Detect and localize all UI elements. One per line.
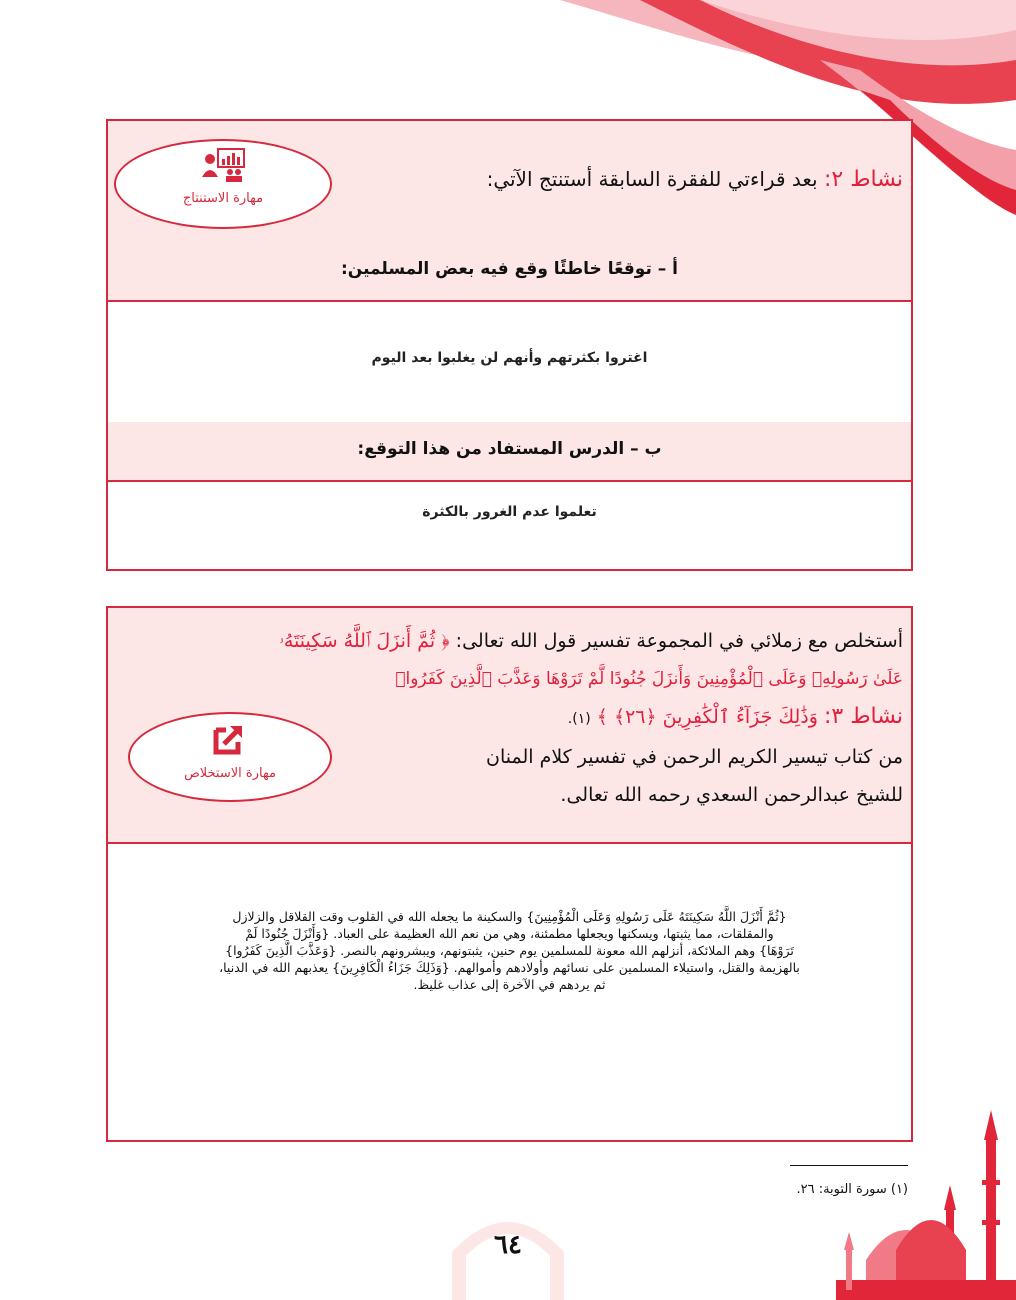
tafsir-line: بالهزيمة والقتل، واستيلاء المسلمين على نسائهم وأولادهم وأموالهم. {وَذَلِكَ جَزَاءُ الْكَافِرِينَ} يعذبهم الله في الدنيا، [219,960,800,975]
activity-3-label: نشاط ٣: [823,704,903,729]
activity-2-heading [487,167,903,192]
part-b-header [108,422,911,482]
footnote: (١) سورة التوبة: ٢٦. [796,1182,908,1197]
mosque-silhouette [836,1100,1016,1300]
skill-badge-extraction [128,712,332,802]
part-a-header [108,242,911,302]
part-b-title: ب – الدرس المستفاد من هذا التوقع: [357,439,662,459]
tafsir-line: والمقلقات، مما يثبتها، ويسكنها ويجعلها مطمئنة، وهي من نعم الله العظيمة على العباد. {وَأَنْزَلَ جُنُودًا لَمْ [245,926,774,941]
activity-2-label: نشاط ٢: [823,167,903,192]
part-b-answer-area[interactable] [108,480,911,567]
part-a-answer-area[interactable] [108,300,911,424]
footnote-ref: (١). [567,711,591,727]
tafsir-line: {ثُمَّ أَنْزَلَ اللَّهُ سَكِينَتَهُ عَلَى رَسُولِهِ وَعَلَى الْمُؤْمِنِينَ} والسكينة ما يجعله الله في القلوب وقت القلاقل والزلازل [232,909,787,924]
activity-3-line-1 [116,622,903,660]
activity-2-prompt: بعد قراءتي للفقرة السابقة أستنتج الآتي: [486,167,818,191]
skill-label-extraction: مهارة الاستخلاص [184,766,276,781]
presentation-icon [200,147,248,183]
tafsir-line: ثم يردهم في الآخرة إلى عذاب غليظ. [413,977,606,992]
page-number: ٦٤ [494,1230,522,1260]
verse-line-3: وَذَٰلِكَ جَزَآءُ ٱلْكَٰفِرِينَ ﴿٢٦﴾ ﴾ [596,706,818,728]
part-b-answer: تعلموا عدم الغرور بالكثرة [422,504,597,520]
verse-line-2: عَلَىٰ رَسُولِهِۦ وَعَلَى ٱلْمُؤْمِنِينَ وَأَنزَلَ جُنُودًا لَّمْ تَرَوْهَا وَعَذَّبَ ٱلَّذِينَ كَفَرُوا۟ [395,669,903,689]
source-line-2: للشيخ عبدالرحمن السعدي رحمه الله تعالى. [560,784,903,806]
tafsir-line: تَرَوْهَا} وهم الملائكة، أنزلهم الله معونة للمسلمين يوم حنين، يثبتونهم، ويبشرونهم بالنصر. {وَعَذَّبَ الَّذِينَ كَفَرُوا} [225,943,794,958]
external-link-icon [212,722,246,756]
activity-3-box [106,606,913,1142]
part-a-title: أ – توقعًا خاطئًا وقع فيه بعض المسلمين: [340,259,679,279]
activity-3-answer-area[interactable] [108,842,911,1138]
activity-2-box [106,119,913,571]
source-line-1: من كتاب تيسير الكريم الرحمن في تفسير كلام المنان [486,746,903,768]
verse-start: ﴿ ثُمَّ أَنزَلَ ٱللَّهُ سَكِينَتَهُۥ [279,630,450,652]
part-a-answer: اغتروا بكثرتهم وأنهم لن يغلبوا بعد اليوم [371,350,648,366]
skill-label-inference: مهارة الاستنتاج [182,191,264,206]
activity-3-intro: أستخلص مع زملائي في المجموعة تفسير قول الله تعالى: [455,630,903,652]
activity-2-header [108,121,911,244]
tafsir-answer [138,908,881,993]
skill-badge-inference [114,139,332,229]
activity-3-header [108,608,911,844]
